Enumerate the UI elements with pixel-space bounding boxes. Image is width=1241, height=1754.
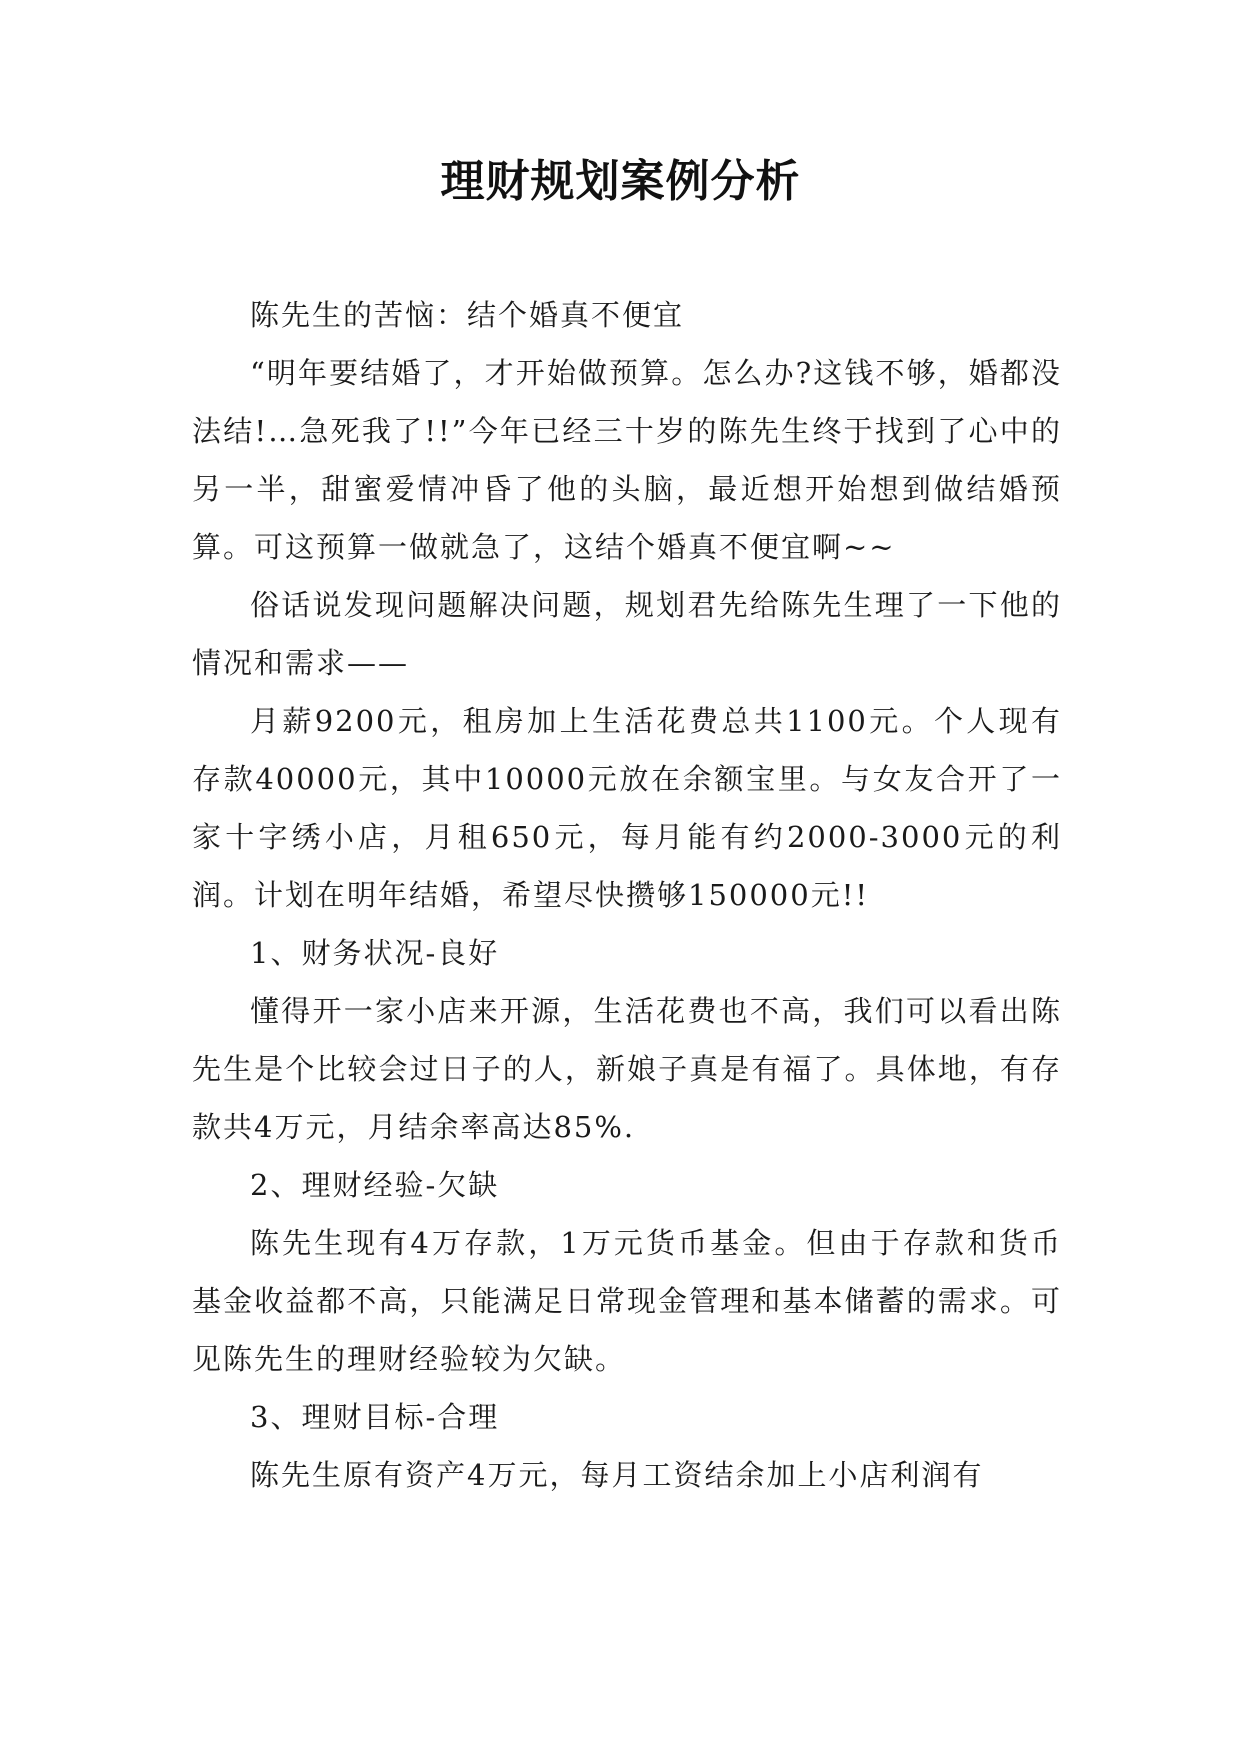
- document-body: [192, 286, 1062, 1504]
- section-heading: 3、理财目标-合理: [250, 1400, 500, 1434]
- paragraph: 懂得开一家小店来开源，生活花费也不高，我们可以看出陈先生是个比较会过日子的人，新娘子真是有福了。具体地，有存款共4万元，月结余率高达85%.: [192, 994, 1062, 1144]
- paragraph: “明年要结婚了，才开始做预算。怎么办?这钱不够，婚都没法结!…急死我了!!”今年已经三十岁的陈先生终于找到了心中的另一半，甜蜜爱情冲昏了他的头脑，最近想开始想到做结婚预算。可这预算一做就急了，这结个婚真不便宜啊~~: [192, 356, 1062, 564]
- paragraph-subtitle: 陈先生的苦恼：结个婚真不便宜: [250, 298, 685, 332]
- paragraph: 陈先生现有4万存款，1万元货币基金。但由于存款和货币基金收益都不高，只能满足日常现金管理和基本储蓄的需求。可见陈先生的理财经验较为欠缺。: [192, 1226, 1062, 1376]
- section-heading: 2、理财经验-欠缺: [250, 1168, 500, 1202]
- section-heading: 1、财务状况-良好: [250, 936, 500, 970]
- paragraph: 月薪9200元，租房加上生活花费总共1100元。个人现有存款40000元，其中10000元放在余额宝里。与女友合开了一家十字绣小店，月租650元，每月能有约2000-3000元的利润。计划在明年结婚，希望尽快攒够150000元!!: [192, 704, 1062, 912]
- document-title: 理财规划案例分析: [440, 156, 801, 207]
- paragraph: 陈先生原有资产4万元，每月工资结余加上小店利润有: [250, 1458, 984, 1492]
- paragraph: 俗话说发现问题解决问题，规划君先给陈先生理了一下他的情况和需求——: [192, 588, 1062, 680]
